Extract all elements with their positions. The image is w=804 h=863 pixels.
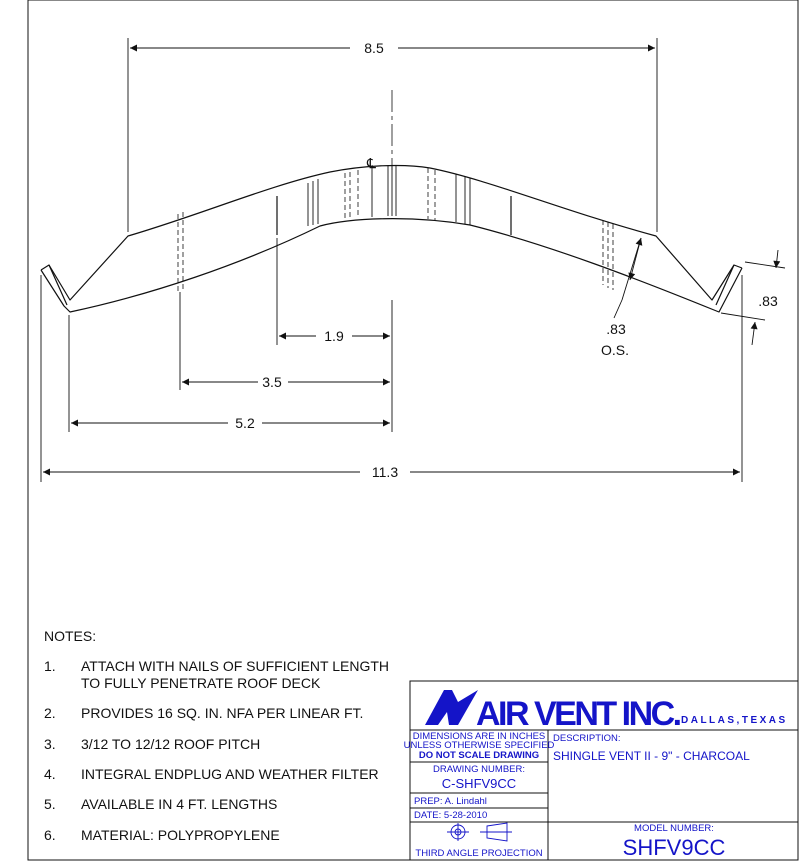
note-number: 3. <box>44 736 56 752</box>
note-text: AVAILABLE IN 4 FT. LENGTHS <box>81 796 278 812</box>
dim-label-side-height: .83 <box>758 293 778 309</box>
do-not-scale-note: DO NOT SCALE DRAWING <box>418 750 540 761</box>
projection-label: THIRD ANGLE PROJECTION <box>415 848 543 859</box>
dimension-filter-half <box>180 292 390 390</box>
drawing-number: C-SHFV9CC <box>441 776 517 791</box>
note-text: 3/12 TO 12/12 ROOF PITCH <box>81 736 261 752</box>
dimensions-note-line1: DIMENSIONS ARE IN INCHES <box>412 731 546 742</box>
vent-ribs <box>308 166 470 226</box>
note-text: MATERIAL: POLYPROPYLENE <box>81 827 280 843</box>
dim-label-top-width: 8.5 <box>364 40 384 56</box>
description-value: SHINGLE VENT II - 9" - CHARCOAL <box>553 749 750 763</box>
dim-label-thickness-value: .83 <box>606 321 626 337</box>
leader-line <box>614 300 622 318</box>
vent-profile <box>41 165 742 312</box>
dimension-line <box>752 322 755 345</box>
third-angle-projection-icon <box>447 823 512 841</box>
vent-inner-contour <box>41 219 742 312</box>
dimensions-note-line2: UNLESS OTHERWISE SPECIFIED <box>403 740 555 751</box>
dim-label-center-half: 1.9 <box>324 328 344 344</box>
drawing-date: DATE: 5-28-2010 <box>414 810 488 821</box>
dimension-line <box>630 238 641 280</box>
note-text: ATTACH WITH NAILS OF SUFFICIENT LENGTH <box>81 658 390 674</box>
note-text: INTEGRAL ENDPLUG AND WEATHER FILTER <box>81 766 379 782</box>
drawing-number-label: DRAWING NUMBER: <box>432 764 526 775</box>
dimension-top-width <box>128 38 657 232</box>
note-number: 4. <box>44 766 56 782</box>
vent-left-return <box>49 265 67 305</box>
model-number-label: MODEL NUMBER: <box>634 823 714 834</box>
note-number: 1. <box>44 658 56 674</box>
description-label: DESCRIPTION: <box>553 733 621 744</box>
air-vent-logo <box>425 690 788 733</box>
dimension-overall-width <box>41 275 742 482</box>
note-number: 5. <box>44 796 56 812</box>
dim-label-overall-width: 11.3 <box>371 464 399 480</box>
extension-line <box>745 262 785 268</box>
note-number: 2. <box>44 705 56 721</box>
extension-line <box>721 313 765 320</box>
note-text: TO FULLY PENETRATE ROOF DECK <box>81 675 321 691</box>
dim-label-half-width: 5.2 <box>235 415 255 431</box>
prepared-by: PREP: A. Lindahl <box>414 796 487 807</box>
note-text: PROVIDES 16 SQ. IN. NFA PER LINEAR FT. <box>81 705 364 721</box>
model-number: SHFV9CC <box>622 835 726 860</box>
company-location: DALLAS,TEXAS <box>681 715 788 726</box>
company-name: AIR VENT INC. <box>476 695 680 733</box>
centerline-symbol: ℄ <box>367 155 376 171</box>
dim-label-thickness-suffix: O.S. <box>600 342 630 358</box>
vent-right-return <box>716 265 734 305</box>
vent-hidden-lines <box>178 168 613 291</box>
notes-heading: NOTES: <box>44 628 97 644</box>
dimension-line <box>776 250 778 268</box>
logo-mark-icon <box>425 690 478 725</box>
dimension-thickness <box>614 238 641 318</box>
note-number: 6. <box>44 827 56 843</box>
dim-label-filter-half: 3.5 <box>262 374 282 390</box>
